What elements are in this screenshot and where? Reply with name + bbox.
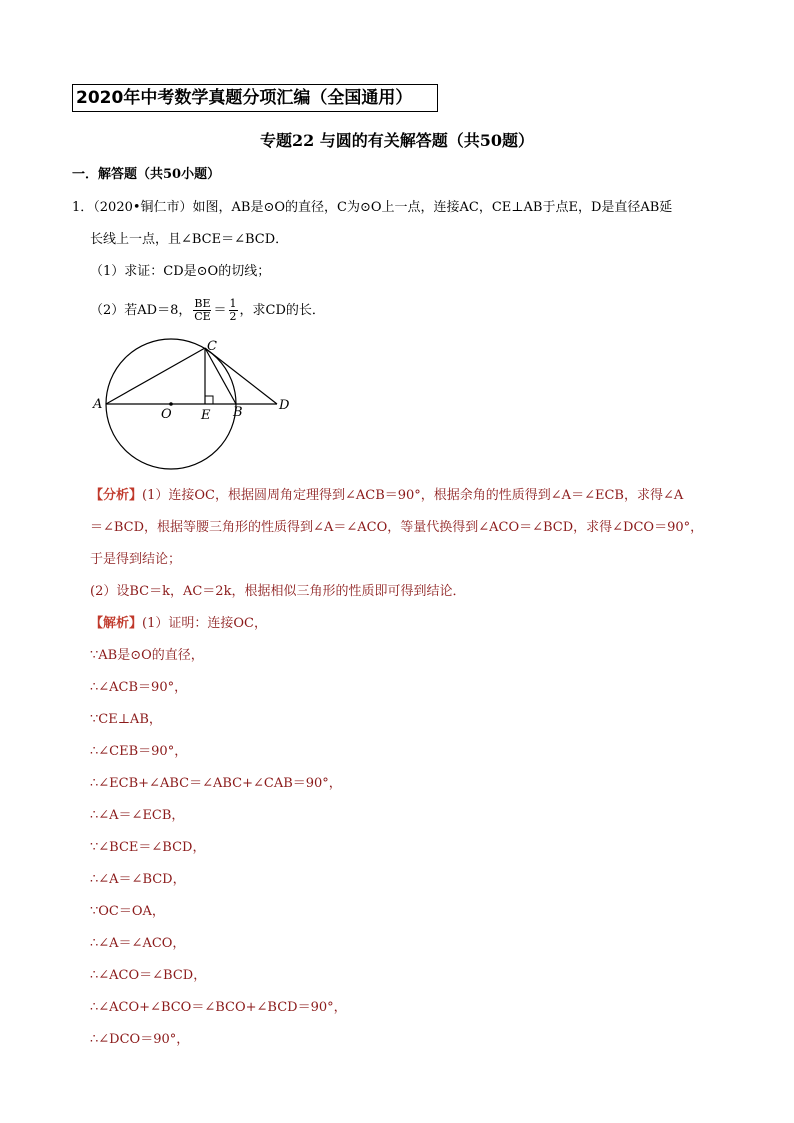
- section-heading: 一．解答题（共50小题）: [72, 167, 221, 182]
- label-o: O: [161, 407, 172, 422]
- solution-line-1: 【解析】(1）证明：连接OC，: [90, 616, 267, 631]
- segment-ac: [106, 348, 205, 404]
- topic-title: 专题22 与圆的有关解答题（共50题）: [259, 131, 535, 150]
- proof-step: ∴∠CEB＝90°，: [90, 744, 188, 759]
- proof-step: ∴∠ACO+∠BCO＝∠BCO+∠BCD＝90°，: [90, 1000, 347, 1015]
- ratio-be-ce: $\frac{BE}{CE}$: [194, 297, 211, 323]
- analysis-line-1: 【分析】(1）连接OC，根据圆周角定理得到∠ACB＝90°，根据余角的性质得到∠A＝∠ECB，求得∠A: [90, 488, 684, 503]
- proof-step: ∵AB是⊙O的直径，: [90, 648, 204, 663]
- label-b: B: [233, 405, 243, 420]
- problem-line-1: 1．（2020•铜仁市）如图，AB是⊙O的直径，C为⊙O上一点，连接AC，CE⊥AB于点E，D是直径AB延: [72, 200, 673, 215]
- proof-step: ∴∠ECB+∠ABC＝∠ABC+∠CAB＝90°，: [90, 776, 342, 791]
- part-2-prefix: （2）若AD＝8，: [90, 303, 192, 318]
- center-point: [169, 402, 173, 406]
- proof-step: ∴∠ACB＝90°，: [90, 680, 188, 695]
- solution-tag: 【解析】: [90, 616, 143, 631]
- equals-sign: ＝: [213, 303, 227, 318]
- problem-part-1: （1）求证：CD是⊙O的切线；: [90, 264, 271, 279]
- segment-cd: [205, 348, 277, 404]
- proof-step: ∴∠A＝∠ECB，: [90, 808, 185, 823]
- label-d: D: [279, 398, 290, 413]
- label-e: E: [201, 408, 211, 423]
- analysis-tag: 【分析】: [90, 488, 143, 503]
- problem-part-2: [90, 298, 325, 323]
- label-a: A: [93, 397, 103, 412]
- label-c: C: [207, 339, 217, 354]
- series-title: 2020年中考数学真题分项汇编（全国通用）: [76, 88, 413, 108]
- proof-step: ∵CE⊥AB，: [90, 712, 162, 727]
- proof-step: ∴∠A＝∠ACO，: [90, 936, 186, 951]
- proof-step: ∵∠BCE＝∠BCD，: [90, 840, 206, 855]
- geometry-figure: [85, 330, 305, 470]
- proof-step: ∵OC＝OA，: [90, 904, 165, 919]
- proof-step: ∴∠DCO＝90°，: [90, 1032, 190, 1047]
- analysis-line-4: (2）设BC＝k，AC＝2k，根据相似三角形的性质即可得到结论．: [90, 584, 466, 599]
- analysis-line-2: ＝∠BCD，根据等腰三角形的性质得到∠A＝∠ACO，等量代换得到∠ACO＝∠BCD，求得∠DCO＝90°，: [90, 520, 704, 535]
- part-2-suffix: ，求CD的长．: [239, 303, 325, 318]
- right-angle-mark: [205, 396, 213, 404]
- problem-line-2: 长线上一点，且∠BCE＝∠BCD．: [90, 232, 289, 247]
- proof-step: ∴∠A＝∠BCD，: [90, 872, 186, 887]
- proof-step: ∴∠ACO＝∠BCD，: [90, 968, 207, 983]
- analysis-line-3: 于是得到结论；: [90, 552, 182, 567]
- ratio-one-half: $\frac{1}{2}$: [229, 297, 237, 323]
